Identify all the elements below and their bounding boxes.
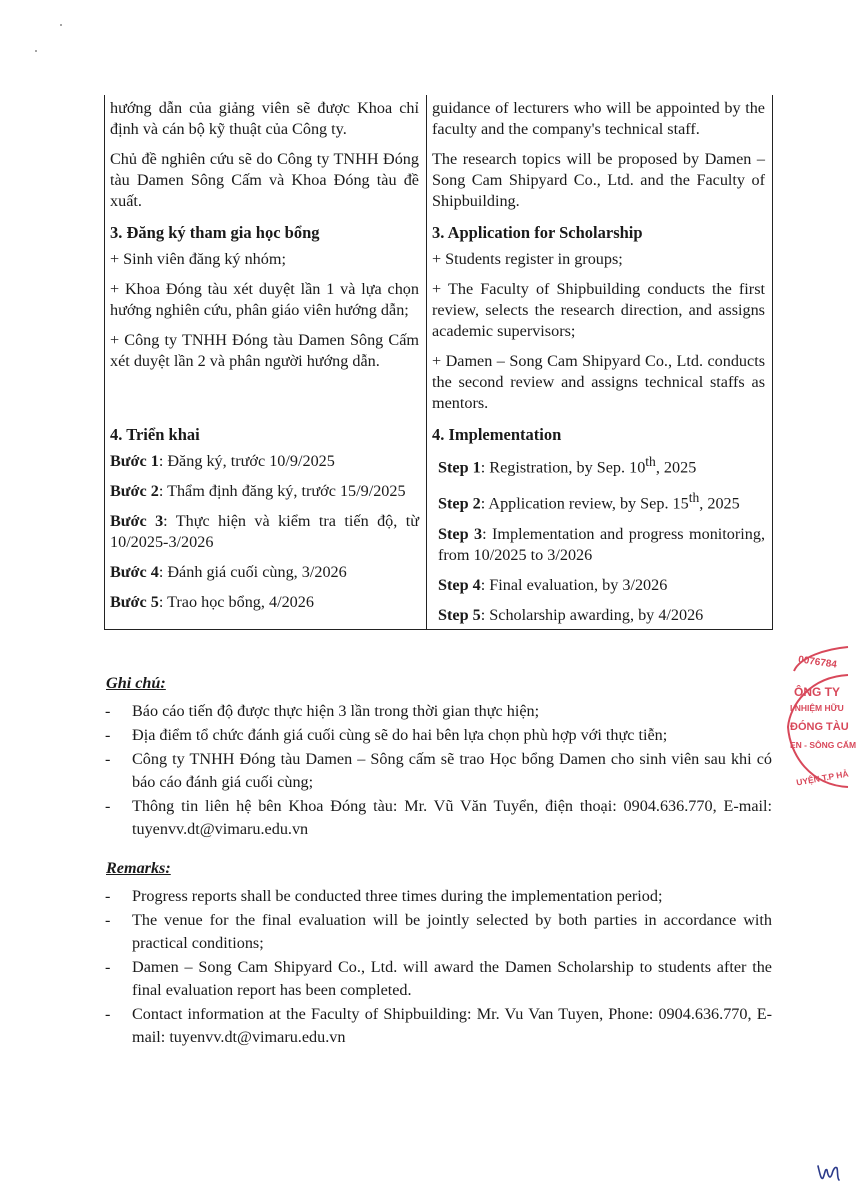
paragraph: hướng dẫn của giảng viên sẽ được Khoa chỉ định và cán bộ kỹ thuật của Công ty.	[110, 99, 419, 138]
step-item: Step 1: Registration, by Sep. 10th, 2025	[438, 454, 697, 477]
initials-signature-icon	[815, 1160, 841, 1184]
notes-list	[100, 700, 772, 841]
table-row	[105, 95, 773, 212]
paragraph: + Khoa Đóng tàu xét duyệt lần 1 và lựa chọn hướng nghiên cứu, phân giáo viên hướng dẫn;	[110, 280, 419, 319]
note-item: - Địa điểm tổ chức đánh giá cuối cùng sẽ do hai bên lựa chọn phù hợp với thực tiễn;	[100, 724, 772, 747]
company-seal	[786, 645, 856, 795]
paragraph: guidance of lecturers who will be appointed by the faculty and the company's technical staff.	[432, 99, 765, 138]
en-cell	[427, 414, 773, 629]
speck	[60, 24, 62, 26]
seal-text: UYỆN T.P HẢ	[795, 768, 850, 788]
en-cell	[427, 95, 773, 212]
seal-text: I NHIỆM HỮU	[790, 703, 844, 713]
table-row	[105, 212, 773, 414]
note-item: - Progress reports shall be conducted three times during the implementation period;	[100, 885, 772, 908]
step-item: Bước 5: Trao học bổng, 4/2026	[110, 593, 314, 611]
vi-cell	[105, 414, 427, 629]
note-item: - Báo cáo tiến độ được thực hiện 3 lần trong thời gian thực hiện;	[100, 700, 772, 723]
seal-text: ÔNG TY	[794, 685, 841, 699]
vi-cell	[105, 95, 427, 212]
section-heading: 3. Application for Scholarship	[432, 223, 643, 242]
step-item: Bước 1: Đăng ký, trước 10/9/2025	[110, 452, 335, 470]
bilingual-table	[104, 95, 773, 630]
paragraph: + Students register in groups;	[432, 250, 623, 268]
step-item: Step 5: Scholarship awarding, by 4/2026	[438, 605, 704, 624]
note-item: - Công ty TNHH Đóng tàu Damen – Sông cấm sẽ trao Học bổng Damen cho sinh viên sau khi có báo cáo đánh giá cuối cùng;	[100, 748, 772, 794]
seal-number: 0076784	[797, 654, 838, 671]
seal-text: ĐÓNG TÀU	[790, 721, 849, 733]
section-heading: 3. Đăng ký tham gia học bổng	[110, 223, 320, 242]
step-item: Step 3: Implementation and progress monitoring, from 10/2025 to 3/2026	[438, 524, 765, 564]
notes-title: Ghi chú:	[106, 674, 166, 692]
note-item: - Thông tin liên hệ bên Khoa Đóng tàu: Mr. Vũ Văn Tuyển, điện thoại: 0904.636.770, E-mail: tuyenvv.dt@vimaru.edu.vn	[100, 795, 772, 841]
note-item: - Contact information at the Faculty of Shipbuilding: Mr. Vu Van Tuyen, Phone: 0904.636.770, E-mail: tuyenvv.dt@vimaru.edu.vn	[100, 1003, 772, 1049]
paragraph: + The Faculty of Shipbuilding conducts the first review, selects the research direction, and assigns academic supervisors;	[432, 280, 765, 340]
paragraph: + Damen – Song Cam Shipyard Co., Ltd. conducts the second review and assigns technical staffs as mentors.	[432, 352, 765, 412]
step-item: Step 2: Application review, by Sep. 15th, 2025	[438, 490, 740, 513]
paragraph: + Sinh viên đăng ký nhóm;	[110, 250, 286, 268]
en-cell	[427, 212, 773, 414]
step-item: Bước 2: Thẩm định đăng ký, trước 15/9/2025	[110, 482, 406, 500]
note-item: - Damen – Song Cam Shipyard Co., Ltd. will award the Damen Scholarship to students after the final evaluation report has been completed.	[100, 956, 772, 1002]
notes-title: Remarks:	[106, 859, 171, 877]
section-heading: 4. Triển khai	[110, 425, 200, 444]
notes-en	[100, 857, 772, 1050]
paragraph: Chủ đề nghiên cứu sẽ do Công ty TNHH Đóng tàu Damen Sông Cấm và Khoa Đóng tàu đề xuất.	[110, 150, 419, 210]
vi-cell	[105, 212, 427, 414]
step-item: Bước 4: Đánh giá cuối cùng, 3/2026	[110, 563, 347, 581]
note-item: - The venue for the final evaluation will be jointly selected by both parties in accordance with practical conditions;	[100, 909, 772, 955]
notes-vi	[100, 672, 772, 842]
step-item: Step 4: Final evaluation, by 3/2026	[438, 575, 668, 594]
table-row	[105, 414, 773, 629]
paragraph: The research topics will be proposed by Damen – Song Cam Shipyard Co., Ltd. and the Faculty of Shipbuilding.	[432, 150, 765, 210]
notes-list	[100, 885, 772, 1049]
speck	[35, 50, 37, 52]
paragraph: + Công ty TNHH Đóng tàu Damen Sông Cấm xét duyệt lần 2 và phân người hướng dẫn.	[110, 331, 419, 370]
section-heading: 4. Implementation	[432, 425, 562, 444]
seal-text: EN - SÔNG CẤM	[790, 740, 856, 750]
step-item: Bước 3: Thực hiện và kiểm tra tiến độ, từ 10/2025-3/2026	[110, 512, 419, 551]
